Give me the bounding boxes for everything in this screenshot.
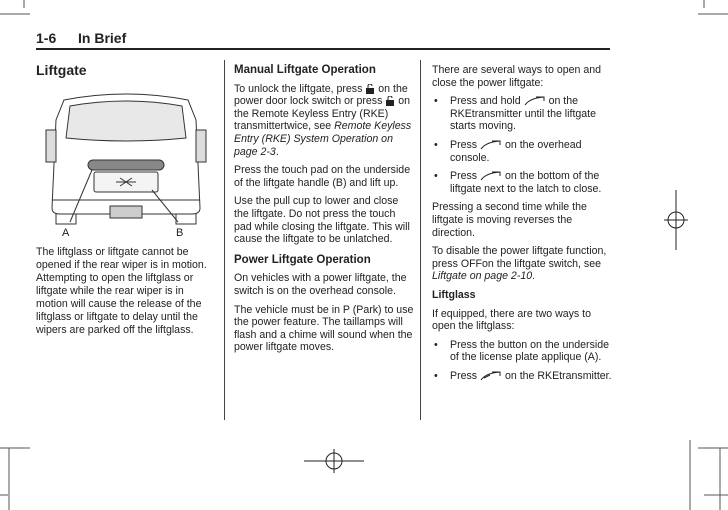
liftgate-reference[interactable]: Liftgate on page 2-10	[432, 270, 533, 283]
registration-mark-bottom	[304, 449, 364, 473]
chapter-title: In Brief	[78, 30, 127, 46]
list-item: • Press and hold on the RKEtransmitter until the liftgate starts moving.	[434, 95, 597, 133]
list-item: • Press on the overhead console.	[434, 138, 582, 164]
manual-paragraph-3: Use the pull cup to lower and close the liftgate. Do not press the touch pad while closing the liftgate. This will cause the liftgate to be unlatched.	[234, 195, 410, 246]
heading-liftglass: Liftglass	[432, 288, 476, 301]
figure-label-a: A	[62, 227, 70, 238]
list-item: • Press the button on the underside of the license plate applique (A).	[434, 338, 610, 364]
liftgate-icon	[524, 96, 546, 106]
left-caption	[36, 246, 216, 343]
power-paragraph-2: The vehicle must be in P (Park) to use the power feature. The taillamps will flash and a chime will sound when the power liftgate moves.	[234, 303, 414, 354]
rke-reference[interactable]: Remote Keyless Entry (RKE) System Operation on page 2-3	[234, 120, 412, 158]
manual-paragraph-2: Press the touch pad on the underside of the liftgate handle (B) and lift up.	[234, 164, 411, 189]
registration-mark-right	[664, 190, 688, 250]
column-divider-1	[224, 60, 225, 420]
manual-paragraph-1: To unlock the liftgate, press on the power door lock switch or press on the Remote Keyless Entry (RKE) transmittertwice, see Remote Keyless Entry (RKE) System Operation on page 2-3.	[234, 82, 412, 158]
liftglass-icon	[480, 371, 502, 381]
power-paragraph-1: On vehicles with a power liftgate, the switch is on the overhead console.	[234, 272, 407, 297]
liftglass-intro: If equipped, there are two ways to open the liftglass:	[432, 307, 591, 333]
heading-manual-liftgate: Manual Liftgate Operation	[234, 64, 376, 76]
list-item: • Press on the RKEtransmitter.	[434, 369, 612, 382]
unlock-icon	[385, 96, 395, 106]
liftgate-illustration	[36, 90, 216, 238]
figure-label-b: B	[176, 227, 184, 238]
liftglass-methods	[432, 339, 612, 383]
left-column	[36, 64, 216, 77]
section-title-liftgate: Liftgate	[36, 62, 87, 78]
heading-power-liftgate: Power Liftgate Operation	[234, 253, 371, 266]
middle-column	[234, 64, 414, 360]
second-press-paragraph: Pressing a second time while the liftgate is moving reverses the direction.	[432, 201, 587, 239]
disable-paragraph: To disable the power liftgate function, press OFFon the liftgate switch, see Liftgate on page 2-10.	[432, 245, 607, 283]
header-rule	[36, 48, 610, 50]
page-number: 1-6	[36, 30, 57, 46]
list-item: • Press on the bottom of the liftgate next to the latch to close.	[434, 170, 602, 195]
right-column	[432, 64, 612, 388]
column-divider-2	[420, 60, 421, 420]
liftgate-icon	[480, 140, 502, 150]
unlock-icon	[365, 84, 375, 94]
power-liftgate-intro: There are several ways to open and close the power liftgate:	[432, 64, 602, 89]
liftgate-caption: The liftglass or liftgate cannot be opened if the rear wiper is in motion. Attempting to open the liftglass or liftgate while the rear wiper is in motion will cause the release of the liftglass or liftgate to delay until the wipers are parked off the liftglass.	[36, 246, 207, 336]
liftgate-icon	[480, 171, 502, 181]
power-liftgate-methods	[432, 95, 612, 195]
